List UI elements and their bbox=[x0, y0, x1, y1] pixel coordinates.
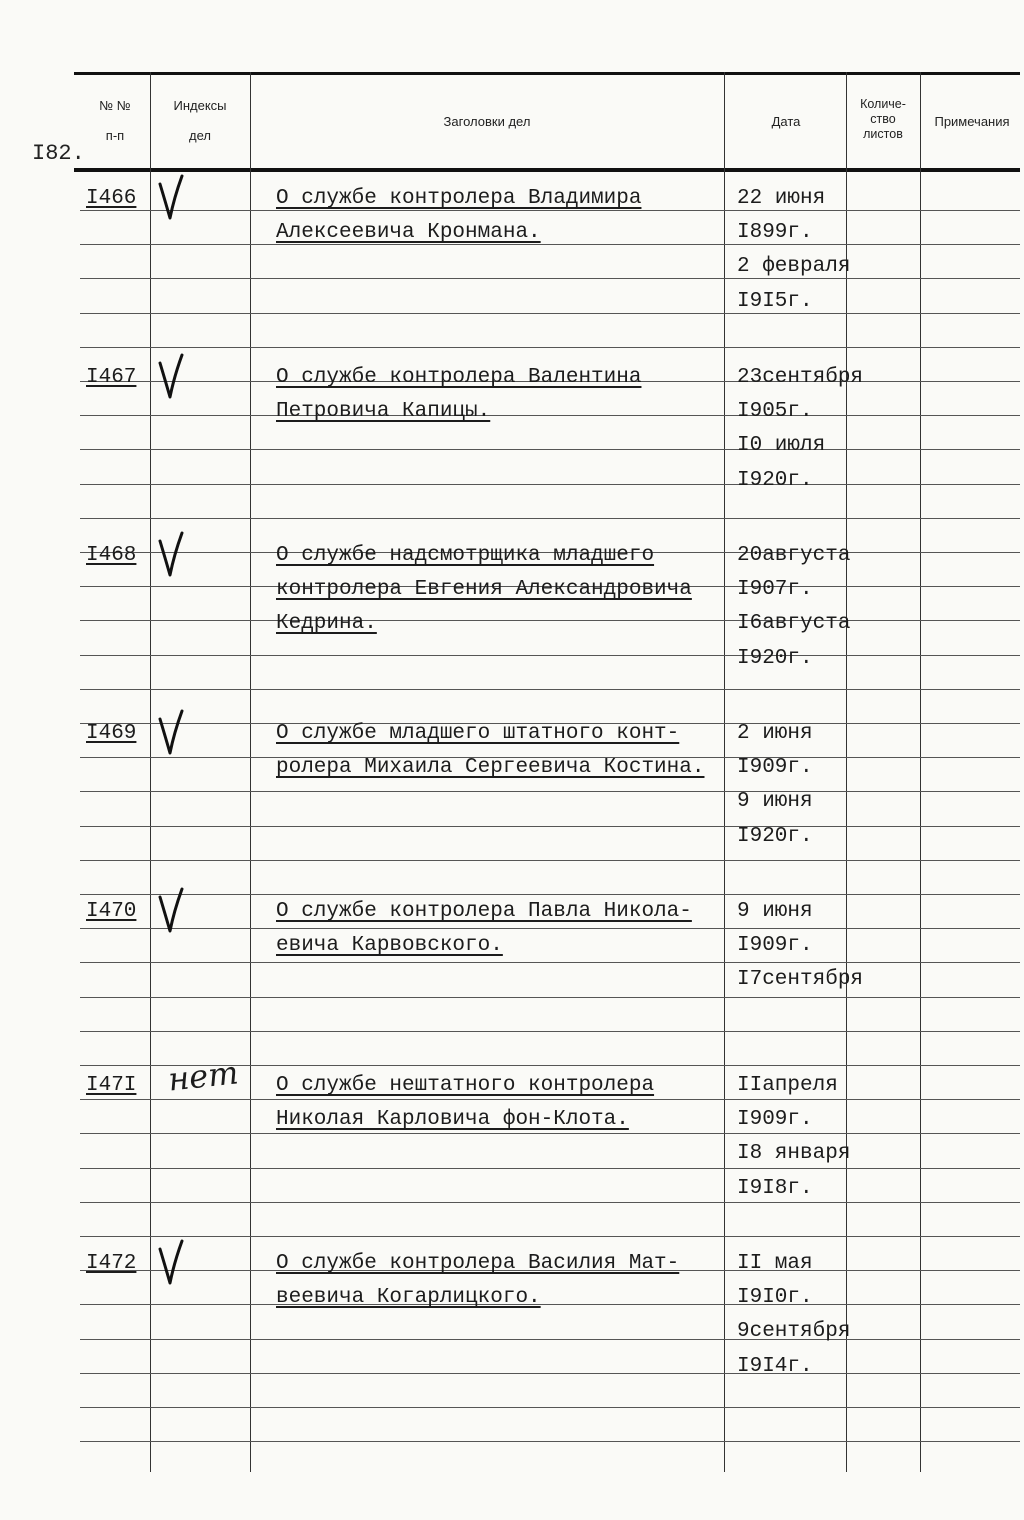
entry-date-line: I909г. bbox=[737, 756, 813, 779]
ruled-line bbox=[80, 689, 1020, 690]
entry-date-line: I9I8г. bbox=[737, 1177, 813, 1200]
header-number-sublabel: п-п bbox=[105, 128, 125, 143]
ruled-line bbox=[80, 1441, 1020, 1442]
header-number-label: № № bbox=[99, 98, 131, 113]
entry-title-line: О службе контролера Василия Мат- bbox=[276, 1252, 680, 1275]
ruled-line bbox=[80, 415, 1020, 416]
header-title-column: Заголовки дел bbox=[443, 114, 531, 129]
header-count-label-3: листов bbox=[863, 127, 903, 141]
entry-date-line: 9сентября bbox=[737, 1320, 851, 1343]
entry-date-line: 23сентября bbox=[737, 366, 864, 389]
entry-title-line: Николая Карловича фон-Клота. bbox=[276, 1108, 629, 1131]
check-mark-icon bbox=[156, 174, 186, 222]
header-bottom-rule bbox=[74, 168, 1020, 172]
entry-date-line: I905г. bbox=[737, 400, 813, 423]
ruled-line bbox=[80, 620, 1020, 621]
entry-date-line: I920г. bbox=[737, 469, 813, 492]
ruled-line bbox=[80, 928, 1020, 929]
ruled-line bbox=[80, 347, 1020, 348]
check-mark-icon bbox=[156, 531, 186, 579]
ruled-line bbox=[80, 894, 1020, 895]
entry-date-line: I899г. bbox=[737, 221, 813, 244]
entry-title-line: О службе младшего штатного конт- bbox=[276, 722, 680, 745]
entry-date-line: I920г. bbox=[737, 825, 813, 848]
ruled-line bbox=[80, 1099, 1020, 1100]
header-index-sublabel: дел bbox=[189, 128, 211, 143]
entry-title-line: веевича Когарлицкого. bbox=[276, 1286, 541, 1309]
handwritten-index-note: нет bbox=[166, 1053, 241, 1099]
ruled-line bbox=[80, 1202, 1020, 1203]
ruled-line bbox=[80, 1373, 1020, 1374]
entry-date-line: I920г. bbox=[737, 647, 813, 670]
column-divider bbox=[920, 72, 921, 1472]
entry-date-line: I909г. bbox=[737, 1108, 813, 1131]
ruled-line bbox=[80, 1236, 1020, 1237]
entry-title-line: О службе контролера Павла Никола- bbox=[276, 900, 692, 923]
ruled-line bbox=[80, 1304, 1020, 1305]
ruled-line bbox=[80, 1407, 1020, 1408]
entry-title-line: О службе надсмотрщика младшего bbox=[276, 544, 655, 567]
ruled-line bbox=[80, 1168, 1020, 1169]
ruled-line bbox=[80, 313, 1020, 314]
entry-title-line: Петровича Капицы. bbox=[276, 400, 491, 423]
ruled-line bbox=[80, 1133, 1020, 1134]
check-mark-icon bbox=[156, 887, 186, 935]
ruled-line bbox=[80, 791, 1020, 792]
header-index-label: Индексы bbox=[173, 98, 227, 113]
entry-number: I472 bbox=[86, 1252, 137, 1275]
entry-date-line: 9 июня bbox=[737, 900, 813, 923]
entry-date-line: 2 февраля bbox=[737, 255, 851, 278]
header-date-column: Дата bbox=[771, 114, 801, 129]
entry-date-line: I8 января bbox=[737, 1142, 851, 1165]
entry-title-line: Кедрина. bbox=[276, 612, 377, 635]
column-divider bbox=[250, 72, 251, 1472]
entry-number: I467 bbox=[86, 366, 137, 389]
entry-title-line: О службе нештатного контролера bbox=[276, 1074, 655, 1097]
entry-title-line: О службе контролера Валентина bbox=[276, 366, 642, 389]
entry-date-line: II мая bbox=[737, 1252, 813, 1275]
entry-number: I468 bbox=[86, 544, 137, 567]
page-number: I82. bbox=[32, 141, 85, 166]
ruled-line bbox=[80, 826, 1020, 827]
entry-title-line: контролера Евгения Александровича bbox=[276, 578, 692, 601]
header-notes-column: Примечания bbox=[934, 114, 1010, 129]
ruled-line bbox=[80, 1031, 1020, 1032]
entry-date-line: 2 июня bbox=[737, 722, 813, 745]
table-top-rule bbox=[74, 72, 1020, 75]
entry-date-line: I9I0г. bbox=[737, 1286, 813, 1309]
check-mark-icon bbox=[156, 1239, 186, 1287]
entry-date-line: 22 июня bbox=[737, 187, 826, 210]
ruled-line bbox=[80, 278, 1020, 279]
entry-title-line: О службе контролера Владимира bbox=[276, 187, 642, 210]
ruled-line bbox=[80, 997, 1020, 998]
entry-date-line: IIапреля bbox=[737, 1074, 838, 1097]
header-number-column bbox=[82, 98, 148, 144]
ruled-line bbox=[80, 962, 1020, 963]
entry-date-line: I7сентября bbox=[737, 968, 864, 991]
header-index-column bbox=[152, 98, 248, 144]
check-mark-icon bbox=[156, 709, 186, 757]
entry-date-line: I907г. bbox=[737, 578, 813, 601]
ruled-line bbox=[80, 860, 1020, 861]
entry-date-line: I9I5г. bbox=[737, 290, 813, 313]
ruled-line bbox=[80, 484, 1020, 485]
header-count-label-2: ство bbox=[870, 112, 896, 126]
ruled-line bbox=[80, 244, 1020, 245]
column-divider bbox=[724, 72, 725, 1472]
header-count-label-1: Количе- bbox=[860, 97, 906, 111]
check-mark-icon bbox=[156, 353, 186, 401]
ruled-line bbox=[80, 449, 1020, 450]
ruled-line bbox=[80, 518, 1020, 519]
ruled-line bbox=[80, 1339, 1020, 1340]
entry-title-line: ролера Михаила Сергеевича Костина. bbox=[276, 756, 705, 779]
entry-number: I470 bbox=[86, 900, 137, 923]
entry-date-line: 9 июня bbox=[737, 790, 813, 813]
entry-number: I466 bbox=[86, 187, 137, 210]
entry-date-line: 20августа bbox=[737, 544, 851, 567]
header-count-column bbox=[846, 97, 920, 142]
column-divider bbox=[846, 72, 847, 1472]
entry-title-line: Алексеевича Кронмана. bbox=[276, 221, 541, 244]
entry-number: I47I bbox=[86, 1074, 137, 1097]
entry-date-line: I9I4г. bbox=[737, 1355, 813, 1378]
ruled-line bbox=[80, 655, 1020, 656]
entry-date-line: I909г. bbox=[737, 934, 813, 957]
entry-number: I469 bbox=[86, 722, 137, 745]
column-divider bbox=[150, 72, 151, 1472]
entry-date-line: I0 июля bbox=[737, 434, 826, 457]
entry-title-line: евича Карвовского. bbox=[276, 934, 503, 957]
entry-date-line: I6августа bbox=[737, 612, 851, 635]
